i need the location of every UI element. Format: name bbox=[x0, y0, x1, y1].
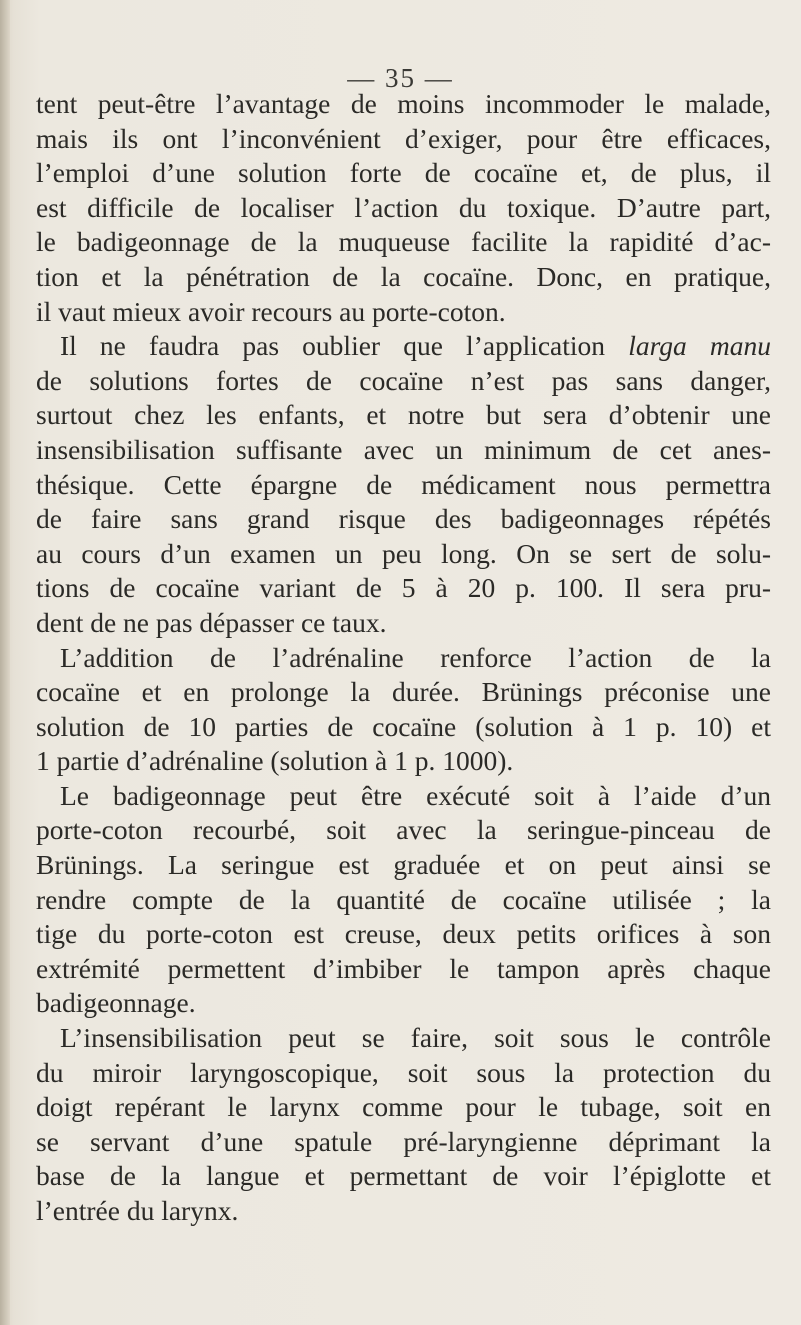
text-line bbox=[36, 1090, 771, 1125]
text-line-content: badigeonnage. bbox=[36, 987, 196, 1019]
text-line bbox=[36, 364, 771, 399]
text-line bbox=[36, 468, 771, 503]
text-line-content: le badigeonnage de la muqueuse facilite la rapidité d’ac- bbox=[36, 226, 771, 258]
text-line-content: dent de ne pas dépasser ce taux. bbox=[36, 606, 387, 638]
text-line bbox=[36, 848, 771, 883]
text-line bbox=[36, 917, 771, 952]
text-line-content: Il ne faudra pas oublier que l’application bbox=[60, 330, 606, 362]
text-line bbox=[36, 744, 771, 779]
text-line bbox=[36, 156, 771, 191]
text-line bbox=[36, 571, 771, 606]
text-line-content: tent peut-être l’avantage de moins incommoder le malade, bbox=[36, 88, 771, 119]
text-line bbox=[36, 122, 771, 157]
text-line bbox=[36, 1159, 771, 1194]
text-line-content: thésique. Cette épargne de médicament nous permettra bbox=[36, 468, 771, 500]
text-line bbox=[36, 675, 771, 710]
text-line bbox=[36, 537, 771, 572]
text-line-content: 1 partie d’adrénaline (solution à 1 p. 1000). bbox=[36, 745, 514, 777]
text-line-content: doigt repérant le larynx comme pour le tubage, soit en bbox=[36, 1091, 771, 1123]
text-line-content: se servant d’une spatule pré-laryngienne déprimant la bbox=[36, 1125, 771, 1157]
text-line bbox=[36, 986, 771, 1021]
text-line bbox=[36, 295, 771, 330]
text-line bbox=[36, 329, 771, 364]
text-line-content: surtout chez les enfants, et notre but sera d’obtenir une bbox=[36, 399, 771, 431]
text-line bbox=[36, 398, 771, 433]
text-line-content: tions de cocaïne variant de 5 à 20 p. 100. Il sera pru- bbox=[36, 572, 771, 604]
body-text bbox=[36, 87, 771, 1229]
text-line bbox=[36, 502, 771, 537]
text-line-content: de faire sans grand risque des badigeonnages répétés bbox=[36, 503, 771, 535]
text-line-content: Brünings. La seringue est graduée et on peut ainsi se bbox=[36, 849, 771, 881]
text-line-content: tion et la pénétration de la cocaïne. Donc, en pratique, bbox=[36, 260, 771, 292]
page-number: — 35 — bbox=[347, 63, 454, 93]
text-line bbox=[36, 1056, 771, 1091]
text-line bbox=[36, 952, 771, 987]
text-line-content: au cours d’un examen un peu long. On se sert de solu- bbox=[36, 537, 771, 569]
text-line bbox=[36, 260, 771, 295]
text-line bbox=[36, 191, 771, 226]
text-line-content: l’entrée du larynx. bbox=[36, 1195, 239, 1226]
text-line-content: Le badigeonnage peut être exécuté soit à l’aide d’un bbox=[60, 779, 771, 811]
text-line-content: mais ils ont l’inconvénient d’exiger, pour être efficaces, bbox=[36, 122, 771, 154]
text-line bbox=[36, 433, 771, 468]
text-line bbox=[36, 641, 771, 676]
text-line bbox=[36, 779, 771, 814]
text-line-content: l’emploi d’une solution forte de cocaïne et, de plus, il bbox=[36, 157, 771, 189]
text-line-content: L’insensibilisation peut se faire, soit sous le contrôle bbox=[60, 1022, 771, 1054]
text-line-content: cocaïne et en prolonge la durée. Brünings préconise une bbox=[36, 676, 771, 708]
text-line bbox=[36, 225, 771, 260]
text-line-content: tige du porte-coton est creuse, deux petits orifices à son bbox=[36, 918, 771, 950]
text-line bbox=[36, 710, 771, 745]
text-line bbox=[36, 1021, 771, 1056]
text-line-content: est difficile de localiser l’action du toxique. D’autre part, bbox=[36, 191, 771, 223]
text-line-content: porte-coton recourbé, soit avec la seringue-pinceau de bbox=[36, 814, 771, 846]
text-line-content: solution de 10 parties de cocaïne (solution à 1 p. 10) et bbox=[36, 710, 771, 742]
text-line bbox=[36, 606, 771, 641]
text-line bbox=[36, 883, 771, 918]
text-line bbox=[36, 87, 771, 122]
text-line-content: de solutions fortes de cocaïne n’est pas sans danger, bbox=[36, 364, 771, 396]
text-line-content: insensibilisation suffisante avec un minimum de cet anes- bbox=[36, 433, 771, 465]
italic-phrase: larga manu bbox=[628, 330, 772, 362]
text-line-content: extrémité permettent d’imbiber le tampon après chaque bbox=[36, 952, 771, 984]
text-line-content: il vaut mieux avoir recours au porte-coton. bbox=[36, 295, 506, 327]
text-line-content: L’addition de l’adrénaline renforce l’action de la bbox=[60, 641, 771, 673]
text-line bbox=[36, 1194, 771, 1229]
text-line-content: base de la langue et permettant de voir l’épiglotte et bbox=[36, 1160, 771, 1192]
text-line bbox=[36, 813, 771, 848]
text-line-content: rendre compte de la quantité de cocaïne utilisée ; la bbox=[36, 883, 771, 915]
page-binding-edge bbox=[0, 0, 10, 1325]
text-line bbox=[36, 1125, 771, 1160]
text-line-content: du miroir laryngoscopique, soit sous la protection du bbox=[36, 1056, 771, 1088]
